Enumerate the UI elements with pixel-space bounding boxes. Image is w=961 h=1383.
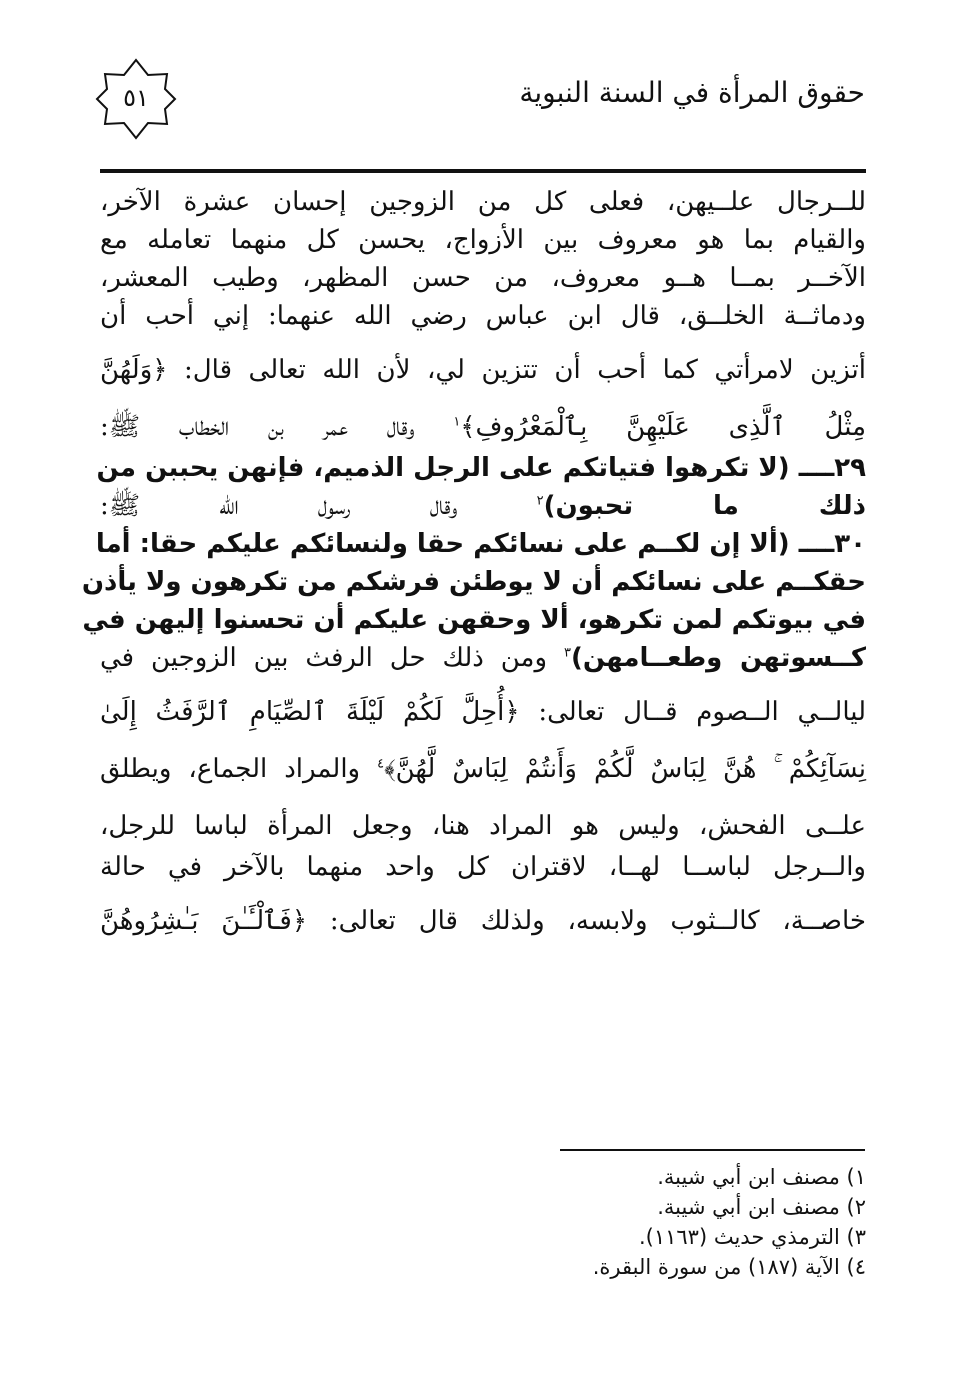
footnote-ref: ٢ bbox=[536, 493, 544, 509]
footnote-ref: ١ bbox=[453, 414, 461, 430]
hadith-text: كــسوتهن وطعــامهن) bbox=[570, 643, 867, 673]
text-line: والــرجل لباســا لهــا، لاقتران كل واحد منهما بالآخر في حالة bbox=[100, 852, 866, 882]
hadith-line: في بيوتكم لمن تكرهو، ألا وحقهن عليكم أن تحسنوا إليهن في bbox=[82, 605, 866, 635]
footnotes bbox=[446, 1162, 866, 1282]
text-line: ودماثــة الخلــق، قال ابن عباس رضي الله عنهما: إني أحب أن bbox=[100, 301, 866, 331]
hadith-line: ٣٠ــــ (ألا إن لكــم على نسائكم حقا ولنسائكم عليكم حقا: أما bbox=[95, 529, 866, 559]
page-header bbox=[95, 58, 865, 178]
text-line: علــى الفحش، وليس هو المراد هنا، وجعل المرأة لباسا للرجل، bbox=[100, 811, 866, 841]
quran-verse: ﴿أُحِلَّ لَكُمْ لَيْلَةَ ٱلصِّيَامِ ٱلرَّفَثُ إِلَىٰ bbox=[100, 697, 520, 727]
quran-verse: نِسَآئِكُمْ ۚ هُنَّ لِبَاسٌ لَّكُمْ وَأَنتُمْ لِبَاسٌ لَّهُنَّ﴾ bbox=[384, 754, 866, 784]
quran-verse: ﴿فَٱلْـَٔـٰنَ بَـٰشِرُوهُنَّ bbox=[100, 906, 308, 936]
text-line bbox=[100, 734, 866, 791]
footnote: ٢) مصنف ابن أبي شيبة. bbox=[657, 1195, 866, 1219]
text-line bbox=[100, 392, 866, 449]
footnote: ٤) الآية (١٨٧) من سورة البقرة. bbox=[592, 1255, 866, 1279]
text-line bbox=[100, 335, 866, 392]
quran-verse: مِثْلُ ٱلَّذِى عَلَيْهِنَّ بِٱلْمَعْرُوفِ﴾ bbox=[460, 412, 866, 442]
hadith-line: حقكــم على نسائكم أن لا يوطئن فرشكم من تكرهون ولا يأذن bbox=[81, 567, 866, 597]
text-line bbox=[100, 639, 866, 677]
text-run: خاصــة، كالــثوب ولابسه، ولذلك قال تعالى: bbox=[329, 906, 866, 936]
footnote-divider bbox=[560, 1149, 865, 1151]
footnote-ref: ٣ bbox=[563, 645, 571, 661]
text-run: أتزين لامرأتي كما أحب أن تتزين لي، لأن الله تعالى قال: bbox=[184, 355, 866, 385]
body-text bbox=[81, 183, 867, 943]
text-run: وقال رسول الله ﷺ: bbox=[100, 491, 458, 521]
page-number: ٥١ bbox=[123, 84, 149, 112]
page-number-badge bbox=[95, 58, 177, 140]
text-run: ليالــي الــصوم قــال تعالى: bbox=[538, 697, 867, 727]
hadith-line: ٢٩ــــ (لا تكرهوا فتياتكم على الرجل الذميم، فإنهن يحببن من bbox=[96, 453, 866, 483]
text-run: ومن ذلك حل الرفث بين الزوجين في bbox=[100, 643, 548, 673]
quran-verse: ﴿وَلَهُنَّ bbox=[100, 355, 168, 385]
text-line bbox=[100, 487, 866, 525]
footnote-ref: ٤ bbox=[377, 756, 385, 772]
text-line: والقيام بما هو معروف بين الأزواج، يحسن كل منهما تعامله مع bbox=[100, 225, 866, 255]
hadith-text: ذلك ما تحبون) bbox=[543, 491, 867, 521]
header-divider bbox=[100, 169, 866, 173]
text-line bbox=[100, 677, 866, 734]
text-line bbox=[100, 886, 866, 943]
text-run: وقال عمر بن الخطاب ﷺ: bbox=[100, 412, 415, 442]
text-line: الآخــر بمــا هــو معروف، من حسن المظهر، وطيب المعشر، bbox=[100, 263, 866, 293]
footnote: ٣) الترمذي حديث (١١٦٣). bbox=[638, 1225, 866, 1249]
running-title: حقوق المرأة في السنة النبوية bbox=[519, 76, 865, 109]
text-run: والمراد الجماع، ويطلق bbox=[100, 754, 361, 784]
text-line: للــرجال علــيهن، فعلى كل من الزوجين إحسان عشرة الآخر، bbox=[100, 187, 866, 217]
footnote: ١) مصنف ابن أبي شيبة. bbox=[657, 1165, 866, 1189]
